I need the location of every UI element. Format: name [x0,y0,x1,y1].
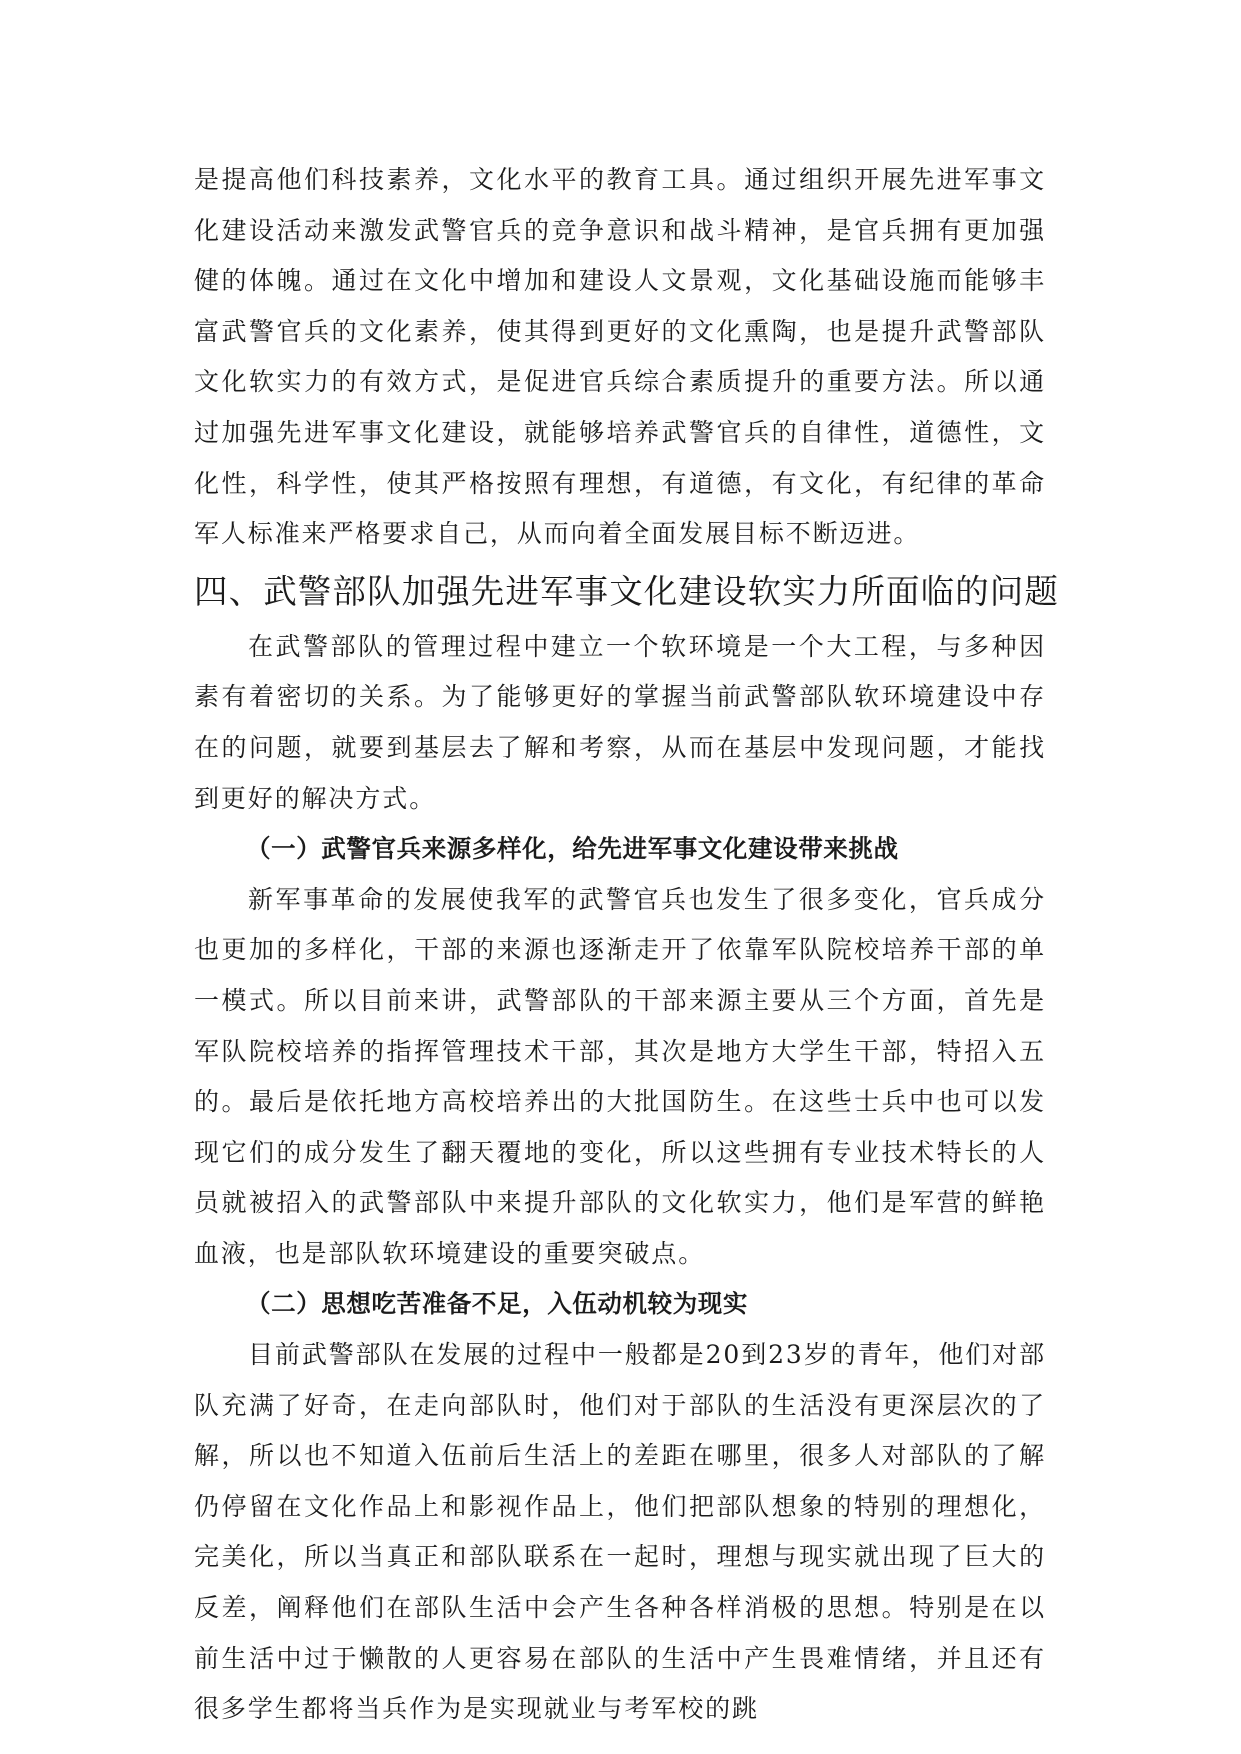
body-paragraph: 是提高他们科技素养，文化水平的教育工具。通过组织开展先进军事文化建设活动来激发武警官兵的竞争意识和战斗精神，是官兵拥有更加强健的体魄。通过在文化中增加和建设人文景观，文化基础设施而能够丰富武警官兵的文化素养，使其得到更好的文化熏陶，也是提升武警部队文化软实力的有效方式，是促进官兵综合素质提升的重要方法。所以通过加强先进军事文化建设，就能够培养武警官兵的自律性，道德性，文化性，科学性，使其严格按照有理想，有道德，有文化，有纪律的革命军人标准来严格要求自己，从而向着全面发展目标不断迈进。 [194,165,1046,549]
subsection-heading: （一）武警官兵来源多样化，给先进军事文化建设带来挑战 [246,834,899,864]
body-paragraph: 目前武警部队在发展的过程中一般都是20到23岁的青年，他们对部队充满了好奇，在走向部队时，他们对于部队的生活没有更深层次的了解，所以也不知道入伍前后生活上的差距在哪里，很多人对部队的了解仍停留在文化作品上和影视作品上，他们把部队想象的特别的理想化，完美化，所以当真正和部队联系在一起时，理想与现实就出现了巨大的反差，阐释他们在部队生活中会产生各种各样消极的思想。特别是在以前生活中过于懒散的人更容易在部队的生活中产生畏难情绪，并且还有很多学生都将当兵作为是实现就业与考军校的跳 [194,1340,1046,1724]
body-paragraph: 在武警部队的管理过程中建立一个软环境是一个大工程，与多种因素有着密切的关系。为了能够更好的掌握当前武警部队软环境建设中存在的问题，就要到基层去了解和考察，从而在基层中发现问题，才能找到更好的解决方式。 [194,631,1046,813]
body-paragraph: 新军事革命的发展使我军的武警官兵也发生了很多变化，官兵成分也更加的多样化，干部的来源也逐渐走开了依靠军队院校培养干部的单一模式。所以目前来讲，武警部队的干部来源主要从三个方面，首先是军队院校培养的指挥管理技术干部，其次是地方大学生干部，特招入五的。最后是依托地方高校培养出的大批国防生。在这些士兵中也可以发现它们的成分发生了翻天覆地的变化，所以这些拥有专业技术特长的人员就被招入的武警部队中来提升部队的文化软实力，他们是军营的鲜艳血液，也是部队软环境建设的重要突破点。 [194,884,1046,1268]
document-body [194,155,1059,1735]
subsection-heading: （二）思想吃苦准备不足，入伍动机较为现实 [246,1289,748,1319]
section-heading: 四、武警部队加强先进军事文化建设软实力所面临的问题 [194,571,1059,611]
